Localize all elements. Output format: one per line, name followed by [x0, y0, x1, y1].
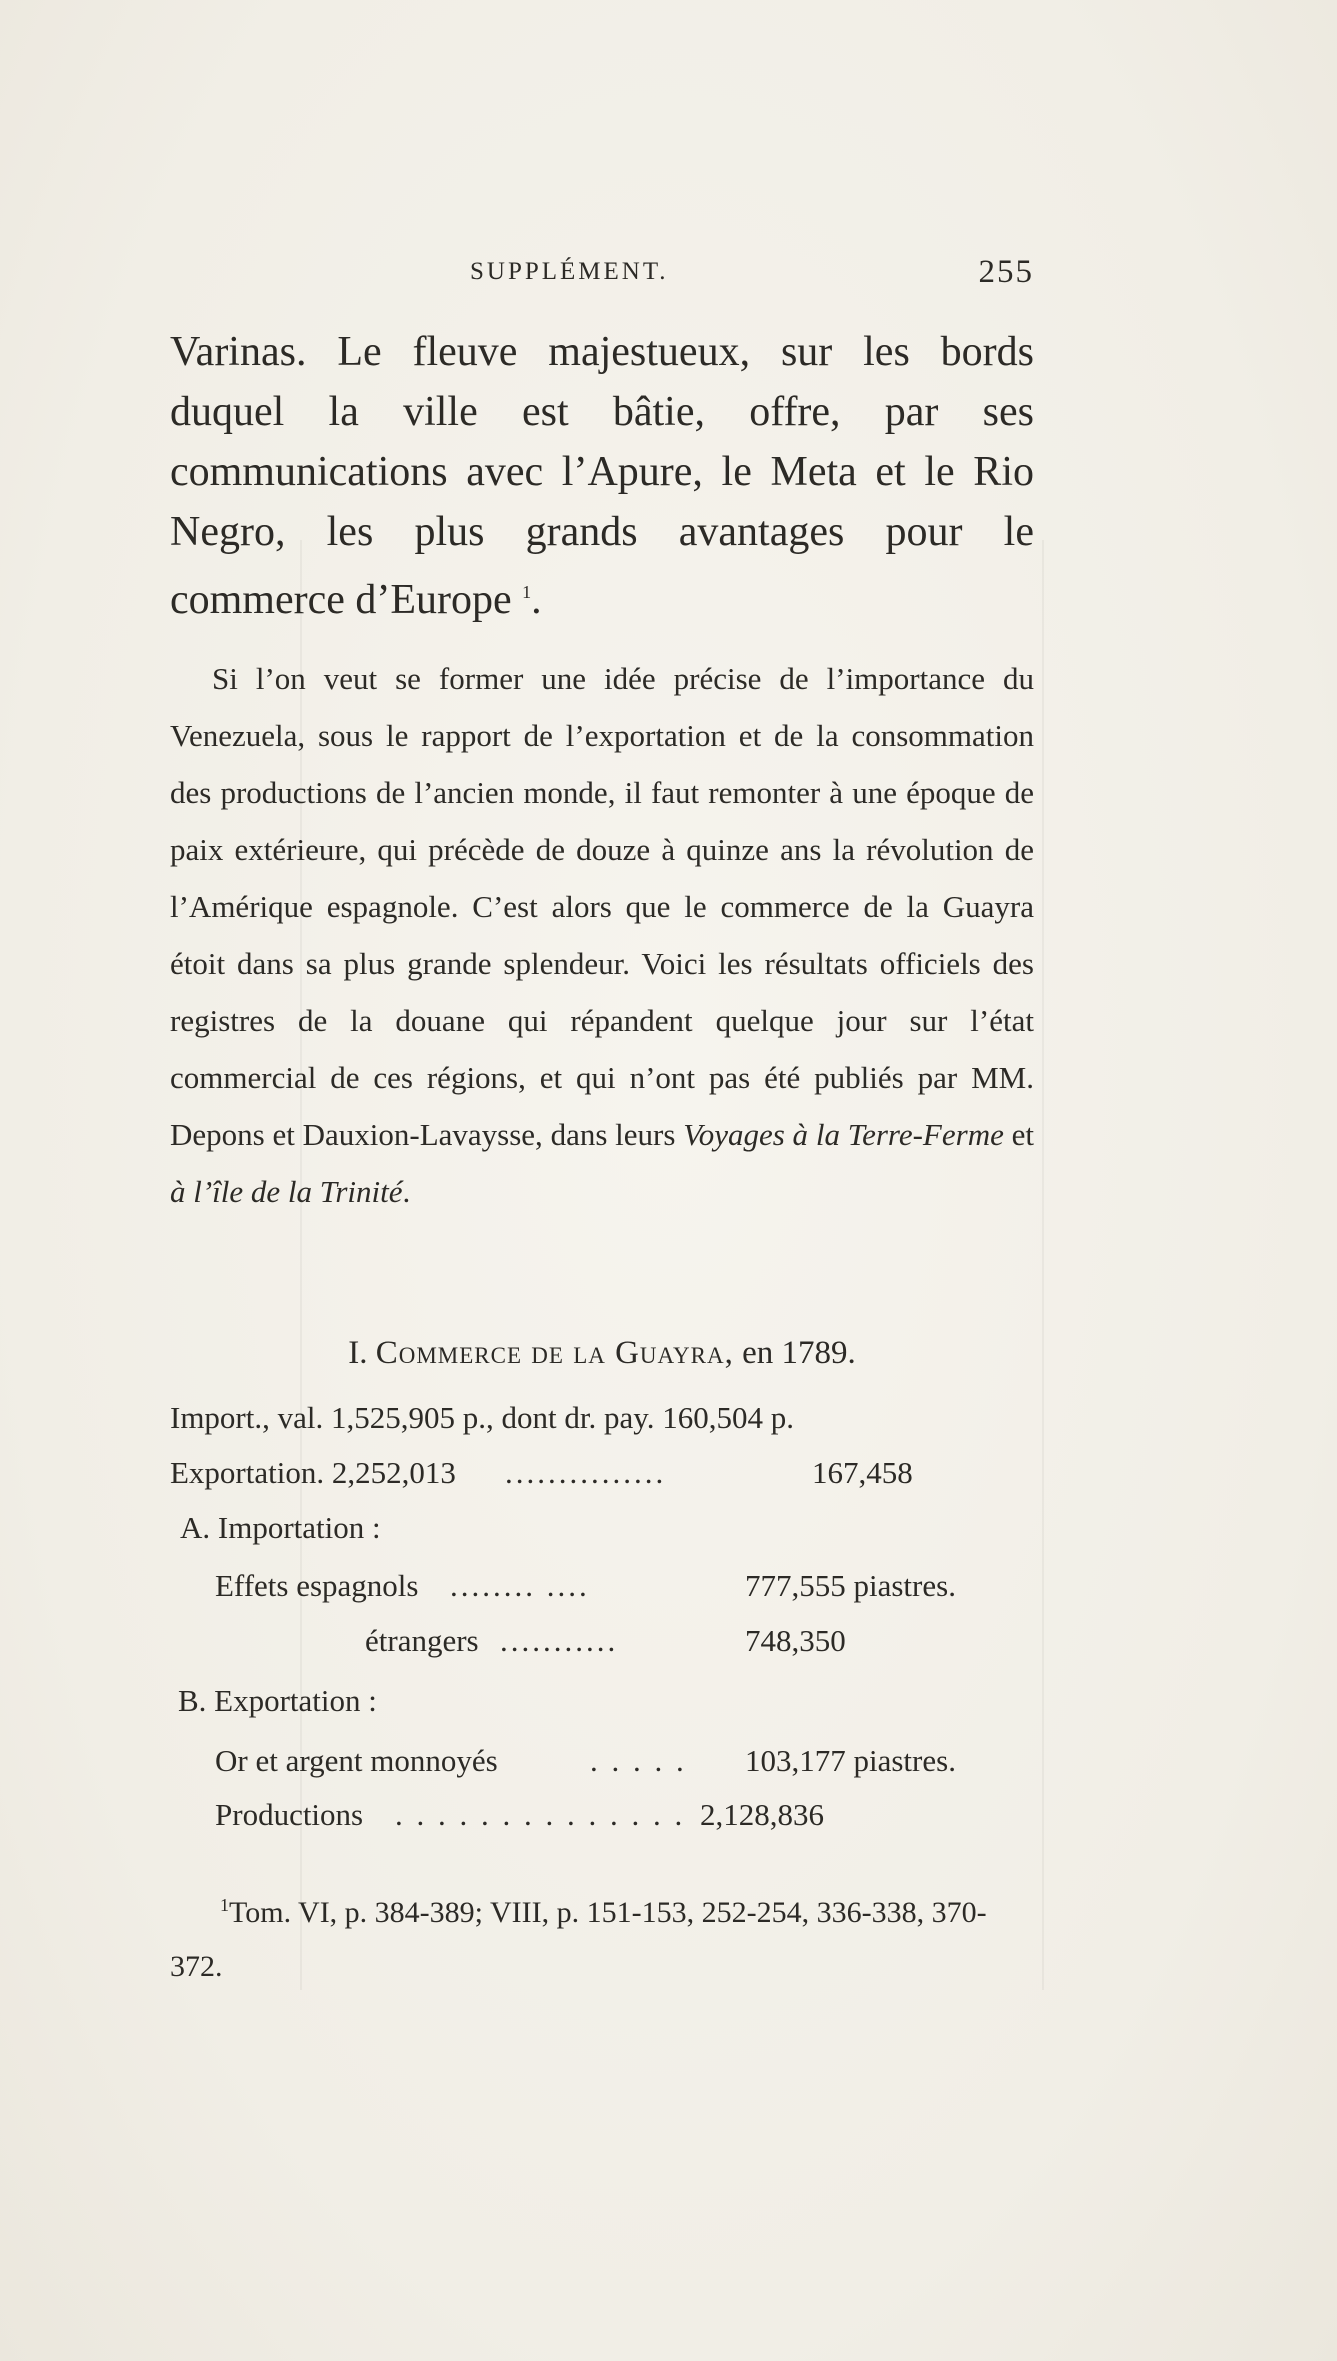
footnote-marker: 1 — [220, 1895, 229, 1915]
export-total-value: 167,458 — [812, 1455, 913, 1490]
top-paragraph-end: . — [531, 577, 542, 623]
page-number: 255 — [978, 254, 1034, 290]
footnote — [170, 1878, 1034, 1994]
export-row-dots: . . . . . — [590, 1743, 687, 1778]
body-paragraph — [170, 650, 1034, 1220]
running-head: SUPPLÉMENT. — [470, 258, 669, 285]
section-title: Commerce de la Guayra, — [375, 1335, 734, 1371]
import-row-label: Effets espagnols — [215, 1568, 419, 1603]
export-total-dots: ............... — [505, 1455, 667, 1490]
top-paragraph — [170, 322, 1034, 630]
section-year: en 1789. — [742, 1335, 856, 1371]
import-heading: A. Importation : — [180, 1510, 381, 1545]
export-row-dots: . . . . . . . . . . . . . . — [395, 1797, 686, 1832]
section-number: I. — [348, 1335, 368, 1371]
import-row-label: étrangers — [365, 1623, 479, 1658]
export-row-label: Or et argent monnoyés — [215, 1743, 498, 1778]
top-paragraph-text: Varinas. Le fleuve majestueux, sur les bords duquel la ville est bâtie, offre, par ses communications avec l’Apure, le Meta et le Rio Negro, les plus grands avantages pour le commerce d’Europe — [170, 329, 1034, 623]
export-row-value: 2,128,836 — [700, 1797, 824, 1832]
import-row-value: 748,350 — [745, 1623, 846, 1658]
body-end: . — [402, 1174, 411, 1209]
section-heading — [170, 1335, 1034, 1372]
body-paragraph-text: Si l’on veut se former une idée précise de l’importance du Venezuela, sous le rapport de l’exportation et de la consommation des productions de l’ancien monde, il faut remonter à une époque de paix extérieure, qui précède de douze à quinze ans la révolution de l’Amérique espagnole. C’est alors que le commerce de la Guayra étoit dans sa plus grande splendeur. Voici les résultats officiels des registres de la douane qui répandent quelque jour sur l’état commercial de ces régions, et qui n’ont pas été publiés par MM. Depons et Dauxion-Lavaysse, dans leurs — [170, 661, 1034, 1152]
export-heading: B. Exportation : — [178, 1683, 377, 1718]
footnote-reference: 1 — [522, 582, 532, 602]
italic-title-1: Voyages à la Terre-Ferme — [683, 1117, 1004, 1152]
import-row-dots: ........ .... — [450, 1568, 590, 1603]
import-total-line: Import., val. 1,525,905 p., dont dr. pay. 160,504 p. — [170, 1400, 794, 1435]
export-total-label: Exportation. 2,252,013 — [170, 1455, 456, 1490]
page-header — [170, 254, 1034, 298]
footnote-text: Tom. VI, p. 384-389; VIII, p. 151-153, 252-254, 336-338, 370-372. — [170, 1896, 987, 1983]
import-row-value: 777,555 piastres. — [745, 1568, 956, 1603]
export-row-label: Productions — [215, 1797, 364, 1832]
export-row-value: 103,177 piastres. — [745, 1743, 956, 1778]
italic-title-2: à l’île de la Trinité — [170, 1174, 403, 1209]
import-row-dots: ........... — [500, 1623, 619, 1658]
body-connector: et — [1003, 1117, 1034, 1152]
